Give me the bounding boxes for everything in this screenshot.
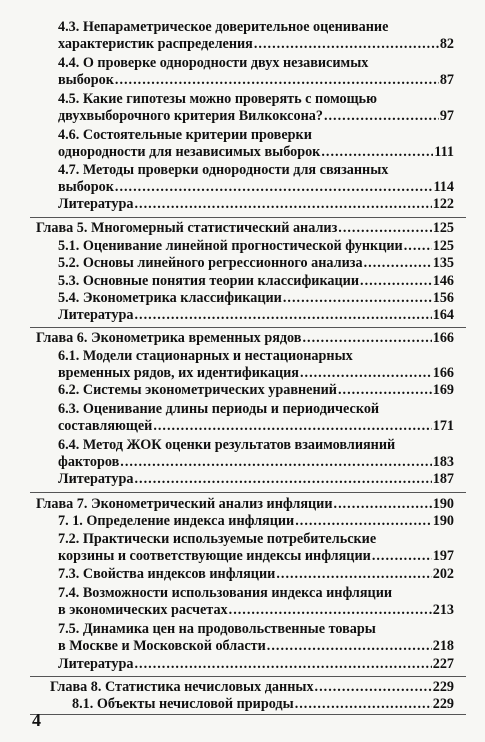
toc-page-number: 114	[433, 179, 454, 195]
toc-entry-text: 8.1. Объекты нечисловой природы	[72, 696, 294, 712]
toc-entry-text: 6.2. Системы эконометрических уравнений	[58, 382, 337, 398]
toc-entry-4-5	[58, 108, 454, 125]
toc-leader	[115, 72, 439, 89]
toc-leader	[338, 220, 431, 237]
toc-entry-4-6	[58, 144, 454, 161]
toc-entry-7-3	[58, 566, 454, 583]
toc-leader	[153, 418, 431, 435]
toc-entry-references-ch4	[58, 196, 454, 213]
toc-leader	[315, 679, 432, 696]
chapter-divider	[30, 676, 466, 677]
toc-page-number: 229	[432, 679, 454, 695]
toc-chapter-title: Глава 8. Статистика нечисловых данных	[50, 679, 314, 695]
toc-leader	[295, 696, 432, 713]
toc-leader	[302, 330, 431, 347]
toc-leader	[321, 144, 433, 161]
toc-entry-text: 7. 1. Определение индекса инфляции	[58, 513, 295, 529]
toc-page-number: 166	[432, 365, 454, 381]
toc-chapter-7	[36, 496, 454, 513]
toc-leader	[324, 108, 439, 125]
chapter-divider	[30, 327, 466, 328]
toc-entry-4-6-line1: 4.6. Состоятельные критерии проверки	[58, 127, 312, 143]
toc-entry-text: 5.4. Эконометрика классификации	[58, 290, 282, 306]
toc-chapter-title: Глава 5. Многомерный статистический анализ	[36, 220, 338, 236]
toc-entry-7-4-line1: 7.4. Возможности использования индекса инфляции	[58, 585, 393, 601]
toc-entry-8-1	[72, 696, 454, 713]
toc-entry-4-3-line1: 4.3. Непараметрическое доверительное оценивание	[58, 19, 389, 35]
toc-chapter-title: Глава 7. Эконометрический анализ инфляции	[36, 496, 333, 512]
toc-leader	[334, 496, 432, 513]
toc-entry-7-4	[58, 602, 454, 619]
toc-page-number: 171	[432, 418, 454, 434]
toc-entry-text: двухвыборочного критерия Вилкоксона?	[58, 108, 323, 124]
toc-entry-4-3	[58, 36, 454, 53]
toc-leader	[135, 307, 432, 324]
toc-page-number: 164	[432, 307, 454, 323]
toc-entry-4-4-line1: 4.4. О проверке однородности двух независимых	[58, 55, 369, 71]
toc-entry-text: Литература	[58, 471, 134, 487]
toc-chapter-6	[36, 330, 454, 347]
toc-leader	[115, 179, 433, 196]
toc-leader	[135, 471, 432, 488]
toc-leader	[372, 548, 432, 565]
toc-entry-4-7	[58, 179, 454, 196]
toc-entry-6-4	[58, 454, 454, 471]
toc-page-number: 190	[432, 513, 454, 529]
toc-page-number: 183	[432, 454, 454, 470]
toc-entry-6-1	[58, 365, 454, 382]
toc-leader	[360, 273, 432, 290]
toc-entry-text: факторов	[58, 454, 120, 470]
toc-entry-references-ch7	[58, 656, 454, 673]
toc-page-number: 111	[434, 144, 454, 160]
toc-page-number: 87	[439, 72, 454, 88]
toc-chapter-8	[50, 679, 454, 696]
toc-page-number: 190	[432, 496, 454, 512]
toc-entry-references-ch6	[58, 471, 454, 488]
toc-leader	[404, 238, 432, 255]
toc-leader	[295, 513, 431, 530]
toc-entry-text: выборок	[58, 72, 114, 88]
toc-entry-text: Литература	[58, 307, 134, 323]
toc-leader	[120, 454, 431, 471]
toc-entry-text: в Москве и Московской области	[58, 638, 266, 654]
toc-entry-text: Литература	[58, 196, 134, 212]
toc-entry-text: характеристик распределения	[58, 36, 253, 52]
chapter-divider	[30, 492, 466, 493]
toc-page-number: 166	[432, 330, 454, 346]
toc-page-number: 202	[432, 566, 454, 582]
toc-entry-7-5	[58, 638, 454, 655]
toc-entry-6-1-line1: 6.1. Модели стационарных и нестационарных	[58, 348, 353, 364]
toc-leader	[254, 36, 439, 53]
toc-entry-7-2	[58, 548, 454, 565]
toc-leader	[338, 382, 432, 399]
toc-entry-5-3	[58, 273, 454, 290]
toc-page-number: 82	[439, 36, 454, 52]
toc-entry-text: 7.3. Свойства индексов инфляции	[58, 566, 276, 582]
toc-entry-4-5-line1: 4.5. Какие гипотезы можно проверять с помощью	[58, 91, 377, 107]
toc-page-number: 213	[432, 602, 454, 618]
toc-entry-5-2	[58, 255, 454, 272]
toc-page-number: 125	[432, 238, 454, 254]
toc-entry-6-2	[58, 382, 454, 399]
bottom-divider	[30, 714, 466, 715]
toc-entry-text: составляющей	[58, 418, 153, 434]
toc-leader	[267, 638, 432, 655]
toc-entry-text: временных рядов, их идентификация	[58, 365, 299, 381]
toc-page-number: 229	[432, 696, 454, 712]
toc-page-number: 218	[432, 638, 454, 654]
toc-page-number: 169	[432, 382, 454, 398]
toc-chapter-title: Глава 6. Эконометрика временных рядов	[36, 330, 302, 346]
toc-entry-text: Литература	[58, 656, 134, 672]
toc-leader	[135, 196, 432, 213]
toc-leader	[135, 656, 432, 673]
toc-leader	[300, 365, 432, 382]
toc-page-number: 122	[432, 196, 454, 212]
toc-entry-text: в экономических расчетах	[58, 602, 228, 618]
toc-entry-6-3-line1: 6.3. Оценивание длины периоды и периодической	[58, 401, 380, 417]
toc-entry-4-7-line1: 4.7. Методы проверки однородности для связанных	[58, 162, 389, 178]
toc-entry-5-1	[58, 238, 454, 255]
toc-entry-text: выборок	[58, 179, 114, 195]
toc-entry-references-ch5	[58, 307, 454, 324]
toc-page-number: 125	[432, 220, 454, 236]
toc-page-number: 197	[432, 548, 454, 564]
toc-leader	[276, 566, 431, 583]
toc-chapter-5	[36, 220, 454, 237]
toc-entry-4-4	[58, 72, 454, 89]
toc-entry-6-3	[58, 418, 454, 435]
toc-leader	[364, 255, 432, 272]
toc-entry-text: 5.3. Основные понятия теории классификации	[58, 273, 360, 289]
chapter-divider	[30, 217, 466, 218]
toc-page-number: 135	[432, 255, 454, 271]
toc-page-number: 187	[432, 471, 454, 487]
toc-page-number: 156	[432, 290, 454, 306]
toc-entry-text: 5.2. Основы линейного регрессионного анализа	[58, 255, 363, 271]
toc-page-number: 227	[432, 656, 454, 672]
toc-page-number: 146	[432, 273, 454, 289]
toc-entry-text: корзины и соответствующие индексы инфляции	[58, 548, 371, 564]
toc-entry-text: однородности для независимых выборок	[58, 144, 321, 160]
toc-entry-5-4	[58, 290, 454, 307]
toc-entry-7-2-line1: 7.2. Практически используемые потребительские	[58, 531, 377, 547]
page-number: 4	[32, 710, 41, 730]
toc-leader	[283, 290, 432, 307]
toc-page-number: 97	[439, 108, 454, 124]
toc-entry-7-1	[58, 513, 454, 530]
toc-leader	[229, 602, 432, 619]
toc-entry-text: 5.1. Оценивание линейной прогностической функции	[58, 238, 403, 254]
toc-entry-6-4-line1: 6.4. Метод ЖОК оценки результатов взаимовлияний	[58, 437, 396, 453]
toc-entry-7-5-line1: 7.5. Динамика цен на продовольственные товары	[58, 621, 376, 637]
